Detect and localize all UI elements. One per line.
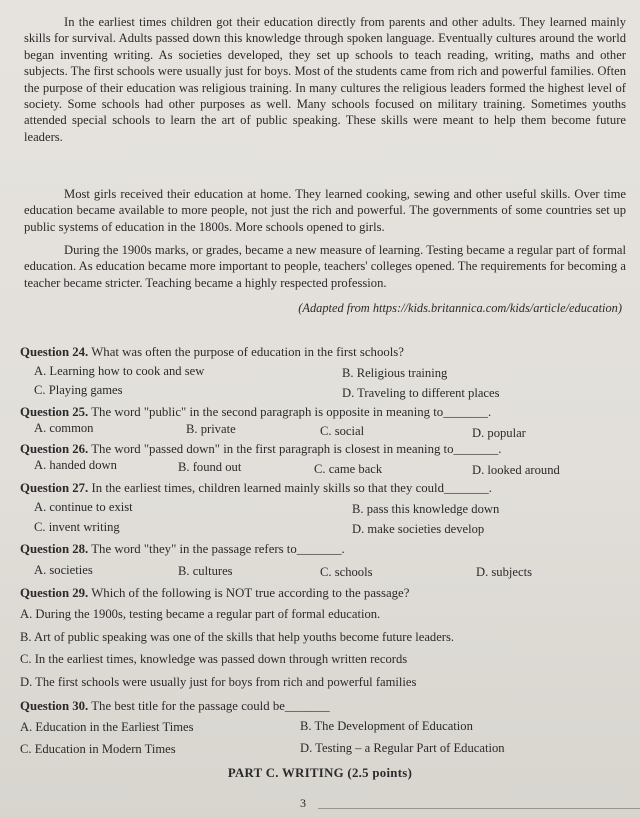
q25-option-a[interactable]: A. common	[34, 421, 94, 435]
q25-option-d[interactable]: D. popular	[472, 426, 526, 440]
q29-option-b[interactable]: B. Art of public speaking was one of the skills that help youths become future leaders.	[20, 630, 455, 644]
question-27	[20, 480, 492, 496]
q30-option-a[interactable]: A. Education in the Earliest Times	[20, 720, 194, 734]
question-text: The best title for the passage could be_______	[88, 699, 330, 713]
passage-paragraph-1	[24, 14, 626, 145]
paragraph-2-text: Most girls received their education at home. They learned cooking, sewing and other useful skills. Over time education became available to more people, not just the rich and powerful. The governments of some countries set up public systems of education in the 1800s. More schools opened to girls.	[24, 187, 626, 234]
question-label: Question 28.	[20, 542, 89, 556]
passage-paragraph-2	[24, 186, 626, 235]
q24-option-c[interactable]: C. Playing games	[34, 383, 123, 397]
q28-option-c[interactable]: C. schools	[320, 565, 373, 579]
question-label: Question 30.	[20, 699, 89, 713]
q29-option-c[interactable]: C. In the earliest times, knowledge was passed down through written records	[20, 652, 408, 666]
question-25	[20, 404, 491, 420]
question-29	[20, 585, 409, 601]
question-label: Question 26.	[20, 442, 89, 456]
question-24	[20, 344, 404, 360]
question-label: Question 27.	[20, 481, 89, 495]
question-text: The word "public" in the second paragraph is opposite in meaning to_______.	[88, 405, 492, 419]
question-text: The word "passed down" in the first paragraph is closest in meaning to_______.	[88, 442, 502, 456]
q24-option-d[interactable]: D. Traveling to different places	[342, 386, 500, 400]
q29-option-a[interactable]: A. During the 1900s, testing became a regular part of formal education.	[20, 607, 381, 621]
q30-option-d[interactable]: D. Testing – a Regular Part of Education	[300, 741, 505, 755]
q26-option-c[interactable]: C. came back	[314, 462, 383, 476]
paragraph-1-text: In the earliest times children got their education directly from parents and other adults. They learned mainly skills for survival. Adults passed down this knowledge through spoken language. Eventually cultures around the world began inventing writing. As societies developed, they set up schools to teach reading, writing, maths and other subjects. The first schools were usually just for boys. Most of the students came from rich and powerful families. Often the purpose of their education was religious training. In many cultures the religious leaders formed the highest level of society. Some schools had other purposes as well. Many schools focused on military training. Sometimes youths attended special schools to learn the art of public speaking. These skills were meant to help them become future leaders.	[24, 15, 626, 144]
question-label: Question 29.	[20, 586, 89, 600]
question-text: What was often the purpose of education in the first schools?	[88, 345, 404, 359]
question-text: In the earliest times, children learned mainly skills so that they could_______.	[88, 481, 492, 495]
question-text: Which of the following is NOT true according to the passage?	[88, 586, 410, 600]
question-28	[20, 541, 345, 557]
question-label: Question 24.	[20, 345, 89, 359]
q25-option-b[interactable]: B. private	[186, 422, 236, 436]
q28-option-d[interactable]: D. subjects	[476, 565, 532, 579]
question-label: Question 25.	[20, 405, 89, 419]
q25-option-c[interactable]: C. social	[320, 424, 365, 438]
q24-option-a[interactable]: A. Learning how to cook and sew	[34, 364, 205, 378]
q28-option-b[interactable]: B. cultures	[178, 564, 233, 578]
paragraph-3-text: During the 1900s marks, or grades, became a new measure of learning. Testing became a regular part of formal education. As education became more important to people, teachers' colleges opened. The requirements for becoming a teacher became stricter. Teaching became a highly respected profession.	[24, 243, 626, 290]
q26-option-d[interactable]: D. looked around	[472, 463, 560, 477]
question-text: The word "they" in the passage refers to_______.	[88, 542, 345, 556]
part-c-heading: PART C. WRITING (2.5 points)	[227, 766, 413, 780]
question-30	[20, 698, 330, 714]
passage-paragraph-3	[24, 242, 626, 291]
q28-option-a[interactable]: A. societies	[34, 563, 93, 577]
q26-option-b[interactable]: B. found out	[178, 460, 242, 474]
question-26	[20, 441, 502, 457]
footer-rule	[318, 808, 640, 809]
q24-option-b[interactable]: B. Religious training	[342, 366, 448, 380]
q30-option-c[interactable]: C. Education in Modern Times	[20, 742, 176, 756]
q29-option-d[interactable]: D. The first schools were usually just for boys from rich and powerful families	[20, 675, 417, 689]
q27-option-a[interactable]: A. continue to exist	[34, 500, 133, 514]
q27-option-b[interactable]: B. pass this knowledge down	[352, 502, 500, 516]
page-number: 3	[300, 796, 306, 810]
q27-option-d[interactable]: D. make societies develop	[352, 522, 485, 536]
source-citation: (Adapted from https://kids.britannica.com/kids/article/education)	[298, 301, 622, 315]
q30-option-b[interactable]: B. The Development of Education	[300, 719, 473, 733]
q27-option-c[interactable]: C. invent writing	[34, 520, 120, 534]
q26-option-a[interactable]: A. handed down	[34, 458, 117, 472]
